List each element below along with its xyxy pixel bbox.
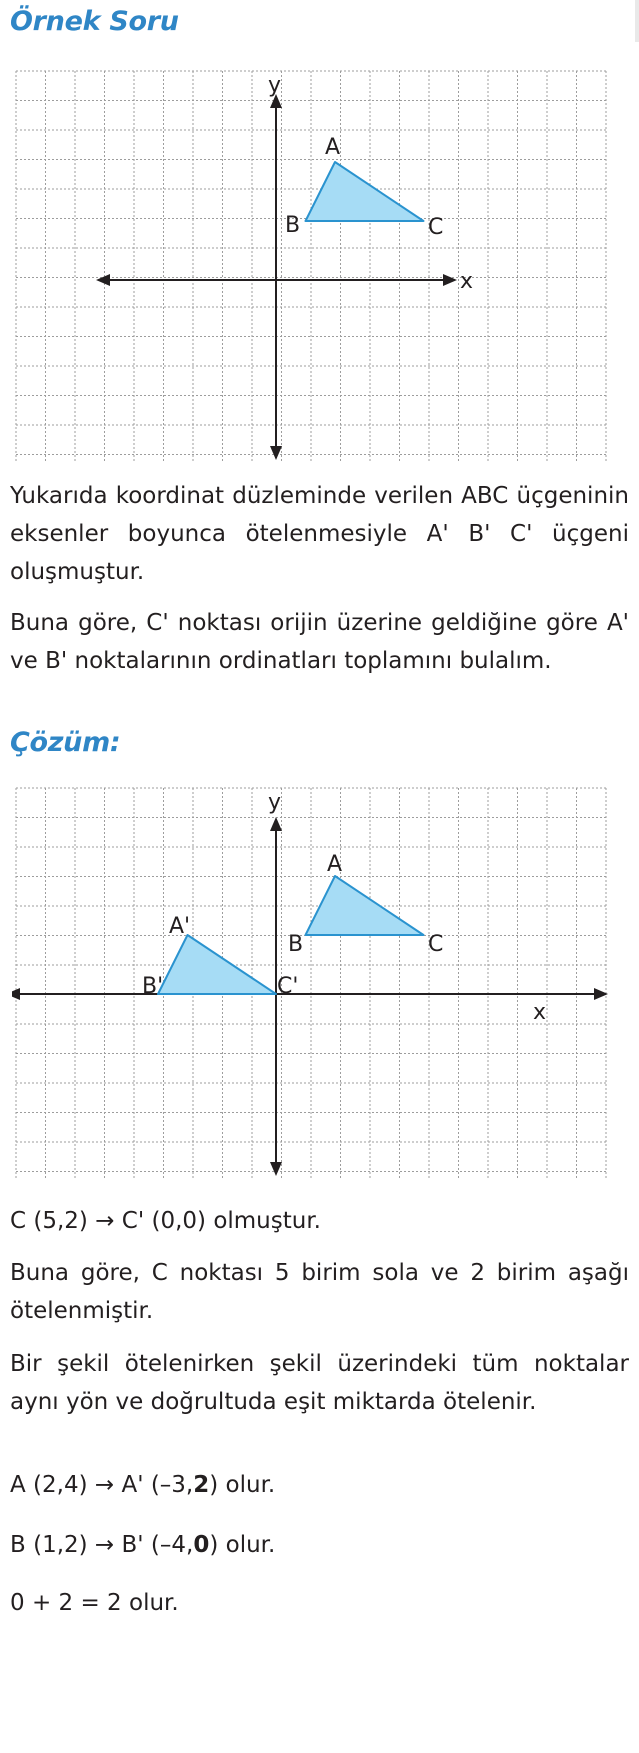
solution-result-line: 0 + 2 = 2 olur. bbox=[10, 1590, 179, 1616]
point-label-c-prime: C' bbox=[277, 974, 299, 999]
solution-line-1: C (5,2) → C' (0,0) olmuştur. bbox=[10, 1208, 321, 1234]
solution-heading: Çözüm: bbox=[10, 727, 121, 758]
y-axis-down-arrow bbox=[270, 1162, 282, 1176]
y-axis-label: y bbox=[268, 790, 282, 815]
a-prime-ordinate: 2 bbox=[193, 1472, 210, 1498]
example-heading: Örnek Soru bbox=[10, 6, 179, 37]
b-prime-ordinate: 0 bbox=[193, 1532, 210, 1558]
grid bbox=[16, 788, 607, 1178]
page-edge-shadow bbox=[635, 0, 639, 42]
triangle-abc bbox=[306, 162, 424, 221]
a-translation-suffix: ) olur. bbox=[209, 1472, 276, 1498]
b-translation-text: B (1,2) → B' (–4, bbox=[10, 1532, 194, 1558]
point-label-c: C bbox=[428, 932, 444, 957]
y-axis-up-arrow bbox=[270, 817, 282, 831]
solution-line-a-translation bbox=[10, 1470, 275, 1500]
point-label-a-prime: A' bbox=[169, 914, 191, 939]
grid bbox=[16, 71, 607, 461]
solution-paragraph-2: Buna göre, C noktası 5 birim sola ve 2 birim aşağı ötelenmiştir. bbox=[10, 1260, 629, 1324]
point-label-b: B bbox=[285, 213, 301, 238]
x-axis-left-arrow bbox=[12, 988, 20, 1000]
solution-coordinate-plane bbox=[12, 785, 611, 1181]
point-label-b-prime: B' bbox=[142, 974, 164, 999]
point-label-a: A bbox=[327, 852, 343, 877]
point-label-b: B bbox=[288, 932, 304, 957]
x-axis-right-arrow bbox=[443, 274, 457, 286]
question-paragraph-1: Yukarıda koordinat düzleminde verilen ABC üçgeninin eksenler boyunca ötelenmesiyle A' B' C' üçgeni oluşmuştur. bbox=[10, 483, 629, 585]
point-label-c: C bbox=[428, 215, 444, 240]
a-translation-text: A (2,4) → A' (–3, bbox=[10, 1472, 194, 1498]
x-axis-left-arrow bbox=[96, 274, 110, 286]
b-translation-suffix: ) olur. bbox=[209, 1532, 276, 1558]
x-axis-label: x bbox=[533, 1000, 547, 1025]
triangle-a-prime-b-prime-c-prime bbox=[158, 935, 276, 994]
solution-line-b-translation bbox=[10, 1530, 275, 1560]
x-axis bbox=[12, 988, 608, 1000]
question-paragraph-2: Buna göre, C' noktası orijin üzerine geldiğine göre A' ve B' noktalarının ordinatları toplamını bulalım. bbox=[10, 610, 629, 674]
y-axis-down-arrow bbox=[270, 446, 282, 460]
solution-paragraph-3: Bir şekil ötelenirken şekil üzerindeki tüm noktalar aynı yön ve doğrultuda eşit miktarda ötelenir. bbox=[10, 1351, 629, 1415]
x-axis-label: x bbox=[460, 269, 474, 294]
example-coordinate-plane bbox=[12, 68, 611, 464]
point-label-a: A bbox=[325, 135, 341, 160]
y-axis-label: y bbox=[268, 73, 282, 98]
